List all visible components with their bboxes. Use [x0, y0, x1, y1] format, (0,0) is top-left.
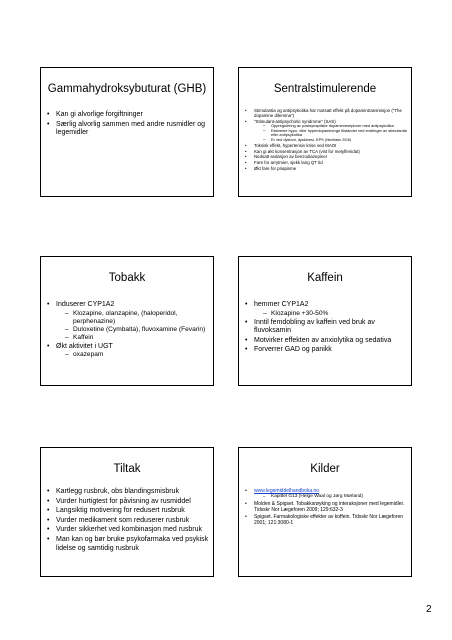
slide-title: Kaffein: [307, 272, 343, 284]
bullet-item: • Kan gi økt konsentrasjon av TCA (vist for metylfenidat): [245, 149, 407, 154]
bullet-item: • Kan gi alvorlige forgiftninger: [47, 111, 209, 120]
reference-note: (Henriksen 2018): [324, 138, 351, 143]
bullet-item: • Nedsatt sedasjon av benzodiazepiner: [245, 154, 407, 159]
bullet-list: [239, 301, 411, 355]
slide-sentralstimulerende: [238, 67, 412, 197]
bullet-item: • Økt fare for priapisme: [245, 166, 407, 171]
slide-title: Kilder: [310, 463, 340, 475]
sub-item: – Klozapine, olanzapine, (haloperidol, perphenazine): [65, 310, 209, 326]
bullet-item: • Kartlegg rusbruk, obs blandingsmisbruk: [47, 488, 209, 497]
bullet-item: [47, 343, 209, 360]
bullet-list: [41, 111, 213, 138]
bullet-item: [245, 301, 407, 318]
bullet-item: • Man kan og bør bruke psykofarmaka ved psykisk lidelse og samtidig rusbruk: [47, 536, 209, 553]
bullet-item: • Fare for arrytmier, sjekk lang QT tid: [245, 160, 407, 165]
bullet-item: • Vurder hurtigtest for påvisning av rusmiddel: [47, 498, 209, 507]
sub-item-text: Er ved dystoni, dyskinesi, EPS: [271, 137, 324, 143]
bullet-item: [47, 301, 209, 342]
bullet-item: • Forverrer GAD og panikk: [245, 346, 407, 355]
slide-title: Tiltak: [113, 463, 141, 475]
bullet-item: • Langsiktig motivering for redusert rusbruk: [47, 507, 209, 516]
bullet-text: "Stimulant-antipsychotic syndrome" (SAS): [254, 118, 336, 124]
bullet-text: Induserer CYP1A2: [56, 301, 115, 308]
sub-item: – Kaffein: [65, 334, 209, 342]
sub-list: [56, 351, 209, 359]
bullet-item: • Stimulantia og antipsykotika har motsatt effekt på dopamintransmisjon ("The dopamine dilemma"): [245, 108, 407, 119]
slide-kaffein: [238, 256, 412, 386]
sub-item: – Klozapine +30-50%: [263, 310, 407, 318]
bullet-item: • Molden & Spigset. Tobakksrøyking og interaksjoner med legemidler. Tidsskr Nor Lægeforen 2009; 129:632-3: [245, 501, 407, 513]
bullet-list: [239, 488, 411, 526]
reference-link[interactable]: www.legemiddelhandboka.no: [254, 488, 320, 494]
bullet-item: • Vurder sikkerhet ved kombinasjon med rusbruk: [47, 526, 209, 535]
bullet-text: hemmer CYP1A2: [254, 301, 309, 308]
sub-list: [254, 310, 407, 318]
sub-item: – Ekstreme hypo- eller hyperdopaminerge tilstander ved endringer av stimulantia eller antipsykotika: [263, 129, 407, 138]
page-number: 2: [426, 604, 432, 615]
sub-list: [254, 124, 407, 142]
bullet-item: [245, 488, 407, 500]
slide-title: Sentralstimulerende: [273, 83, 377, 95]
slide-ghb: [40, 67, 214, 197]
slide-title: Gammahydroksybuturat (GHB): [47, 83, 207, 95]
sub-item: – Oppregulering av postsynaptiske dopaminreseptorer med antipsykotika: [263, 124, 407, 129]
bullet-text: Økt aktivitet i UGT: [56, 342, 113, 350]
sub-item: [263, 138, 407, 143]
slide-kilder: [238, 447, 412, 577]
bullet-item: • Spigset. Farmakologiske effekter av koffein. Tidsskr Nor Lægeforen 2001; 121:3080-1: [245, 514, 407, 526]
bullet-item: • Inntil femdobling av kaffein ved bruk av fluvoksamin: [245, 319, 407, 336]
sub-item: – Kapittel G13 (Helge Waal og Jørg Mørland): [263, 494, 407, 500]
bullet-list: [239, 108, 411, 171]
bullet-item: • Særlig alvorlig sammen med andre rusmidler og legemidler: [47, 121, 209, 138]
sub-list: [254, 494, 407, 500]
sub-list: [56, 310, 209, 342]
bullet-list: [41, 301, 213, 359]
bullet-item: [245, 119, 407, 143]
bullet-item: • Toksisk effekt, hypertensiv krise ved MAOI: [245, 143, 407, 148]
slide-tobakk: [40, 256, 214, 386]
slide-title: Tobakk: [108, 272, 146, 284]
sub-item: – oxazepam: [65, 351, 209, 359]
bullet-item: • Motvirker effekten av anxiolytika og sedativa: [245, 337, 407, 346]
sub-item: – Duloxetine (Cymbalta), fluvoxamine (Fevarin): [65, 326, 209, 334]
bullet-item: • Vurder medikament som reduserer rusbruk: [47, 517, 209, 526]
bullet-list: [41, 488, 213, 553]
slide-tiltak: [40, 447, 214, 577]
